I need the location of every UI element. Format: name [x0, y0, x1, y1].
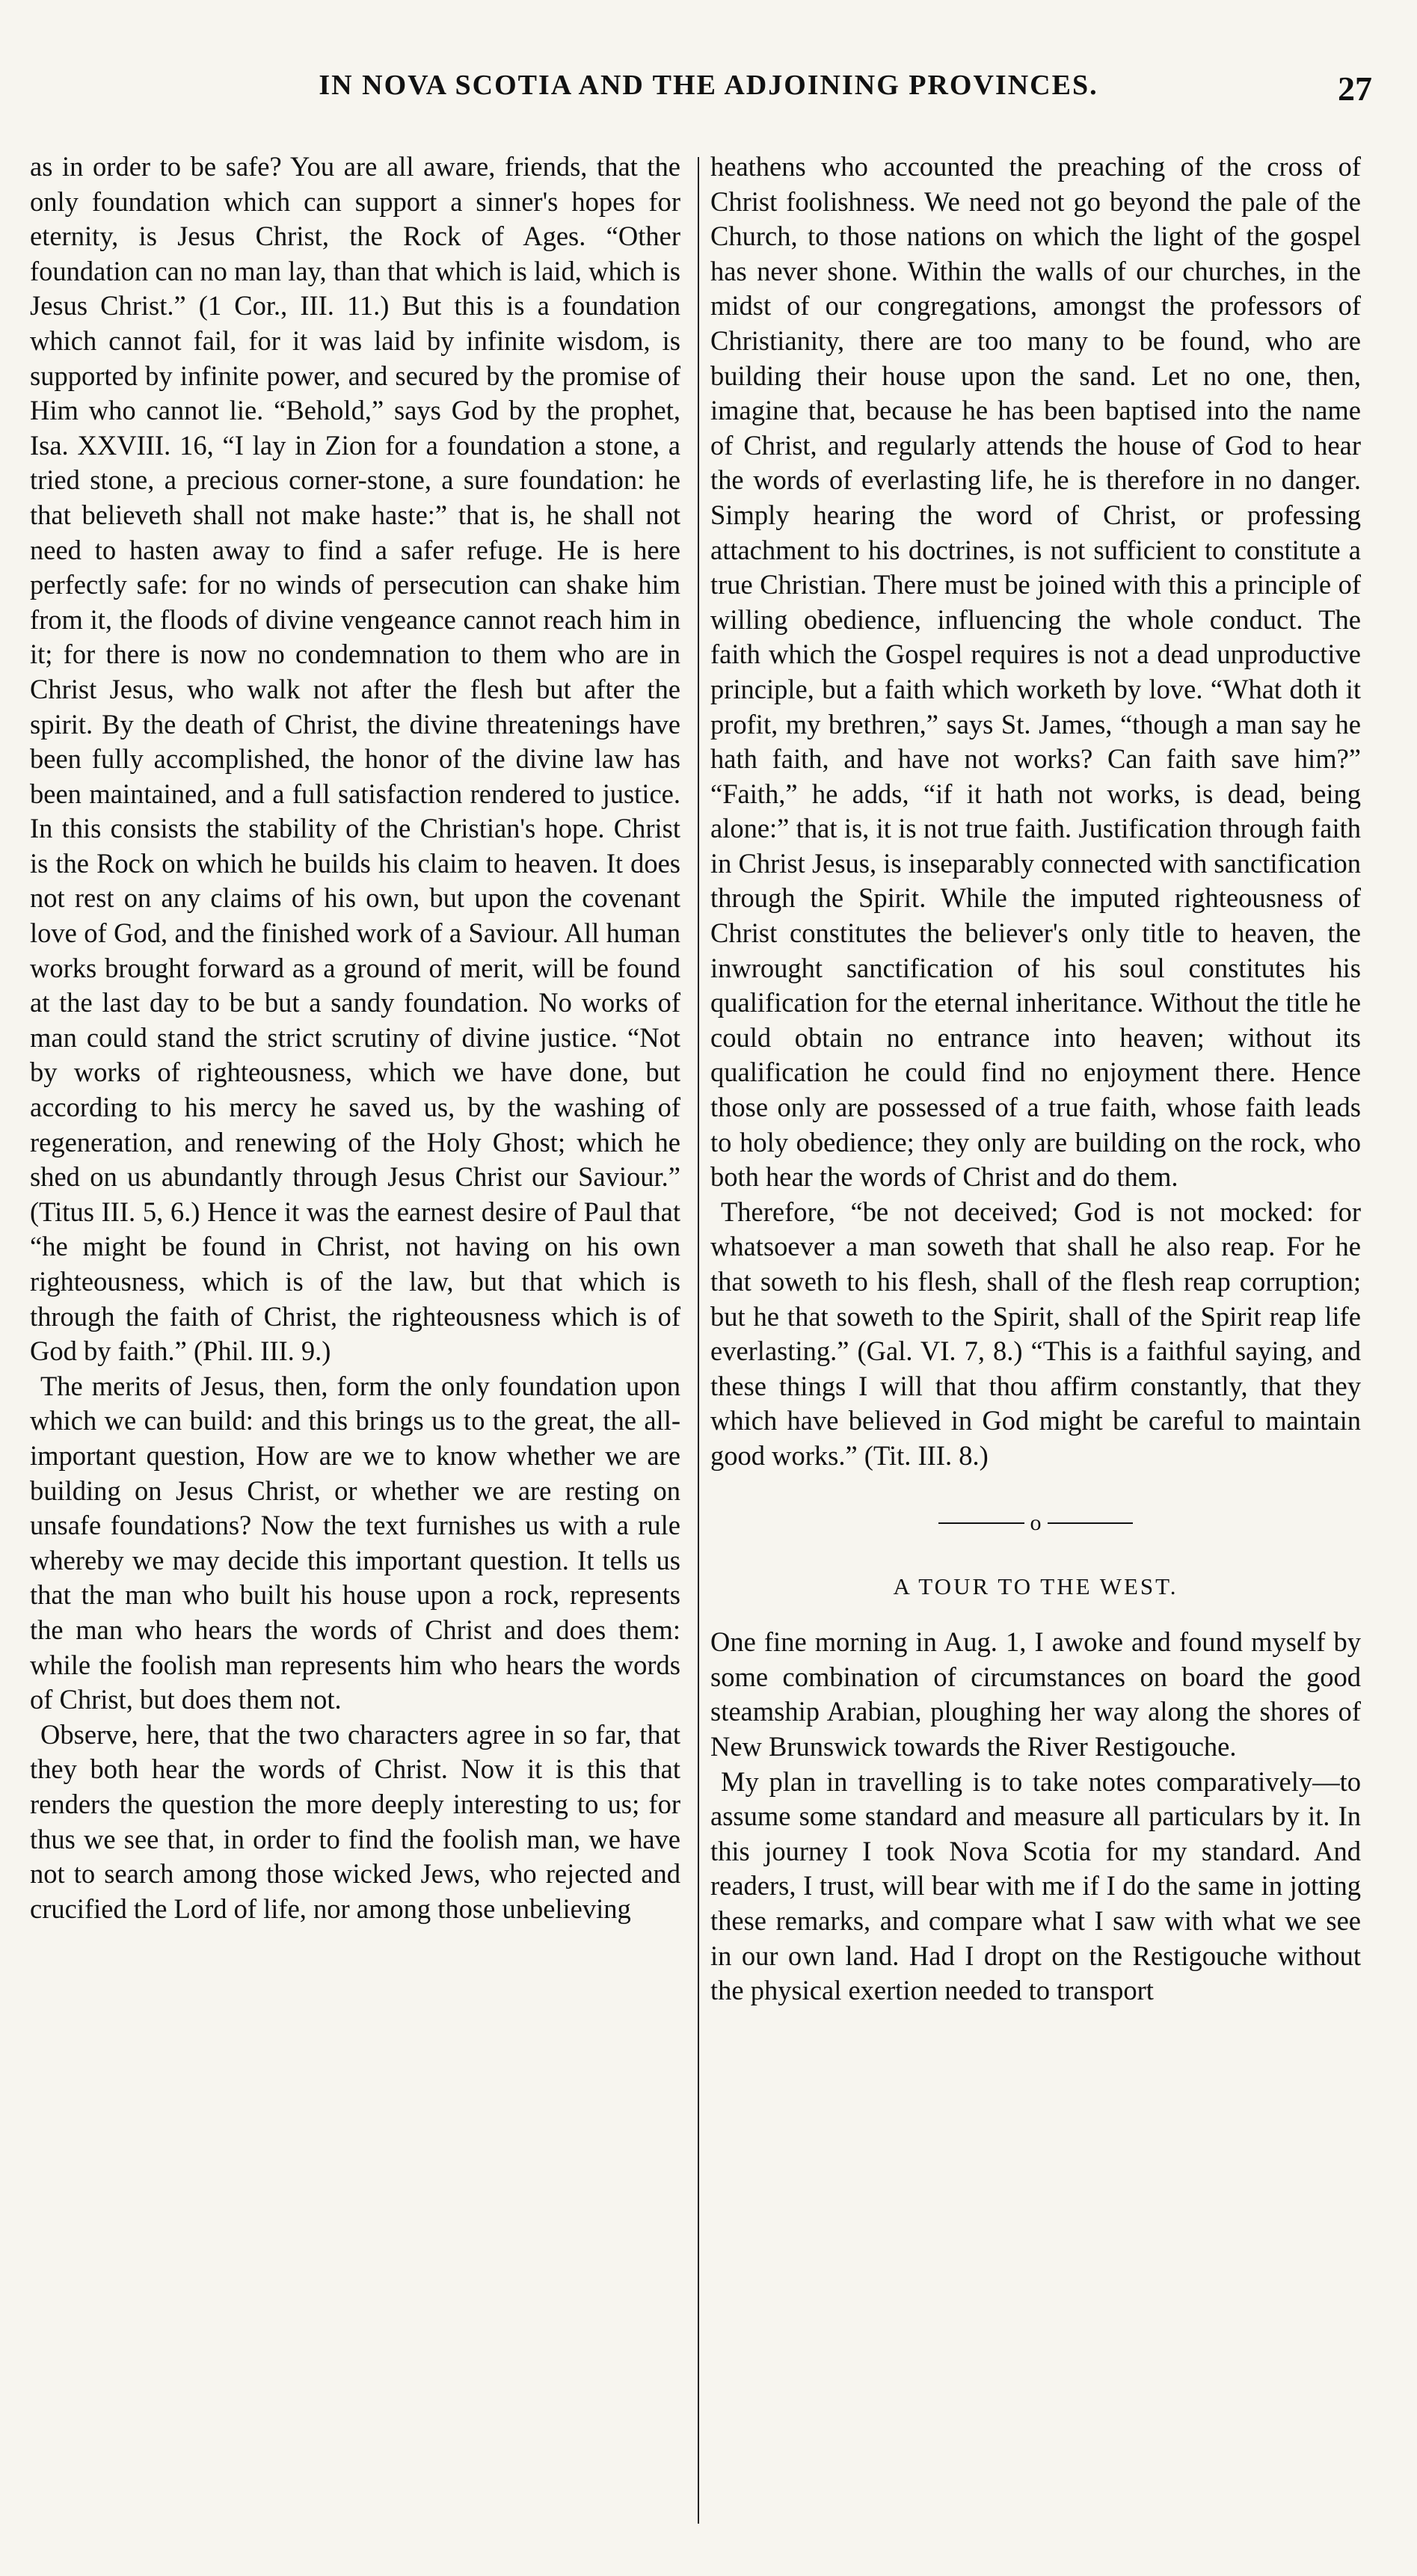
divider-line-left	[938, 1522, 1024, 1524]
right-paragraph-3: One fine morning in Aug. 1, I awoke and found myself by some combination of circumstances on board the good steamship Arabian, ploughing her way along the shores of New Brunswick towards the River Restigouche.	[710, 1626, 1361, 1762]
left-paragraph-3: Observe, here, that the two characters agree in so far, that they both hear the words of Christ. Now it is this that renders the question the more deeply interesting to us; for thus we see that, in order to find the foolish man, we have not to search among those wicked Jews, who rejected and crucified the Lord of life, nor among those unbelieving	[30, 1718, 680, 1924]
right-paragraph-4: My plan in travelling is to take notes comparatively—to assume some standard and measure all particulars by it. In this journey I took Nova Scotia for my standard. And readers, I trust, will bear with me if I do the same in jotting these remarks, and compare what I saw with what we see in our own land. Had I dropt on the Restigouche without the physical exertion needed to transport	[710, 1765, 1361, 2006]
left-paragraph-2: The merits of Jesus, then, form the only foundation upon which we can build: and this brings us to the great, the all-important question, How are we to know whether we are building on Jesus Christ, or whether we are resting on unsafe foundations? Now the text furnishes us with a rule whereby we may decide this important question. It tells us that the man who built his house upon a rock, represents the man who hears the words of Christ and does them: while the foolish man represents him who hears the words of Christ, but does them not.	[30, 1370, 680, 1715]
section-divider	[938, 1508, 1133, 1538]
left-paragraph-1: as in order to be safe? You are all aware, friends, that the only foundation which can support a sinner's hopes for eternity, is Jesus Christ, the Rock of Ages. “Other foundation can no man lay, than that which is laid, which is Jesus Christ.” (1 Cor., III. 11.) But this is a foundation which cannot fail, for it was laid by infinite wisdom, is supported by infinite power, and secured by the promise of Him who cannot lie. “Behold,” says God by the prophet, Isa. XXVIII. 16, “I lay in Zion for a foundation a stone, a tried stone, a precious corner-stone, a sure foundation: he that believeth shall not make haste:” that is, he shall not need to hasten away to find a safer refuge. He is here perfectly safe: for no winds of persecution can shake him from it, the floods of divine vengeance cannot reach him in it; for there is now no condemnation to them who are in Christ Jesus, who walk not after the flesh but after the spirit. By the death of Christ, the divine threatenings have been fully accomplished, the honor of the divine law has been maintained, and a full satisfaction rendered to justice. In this consists the stability of the Christian's hope. Christ is the Rock on which he builds his claim to heaven. It does not rest on any claims of his own, but upon the covenant love of God, and the finished work of a Saviour. All human works brought forward as a ground of merit, will be found at the last day to be but a sandy foundation. No works of man could stand the strict scrutiny of divine justice. “Not by works of righteousness, which we have done, but according to his mercy he saved us, by the washing of regeneration, and renewing of the Holy Ghost; which he shed on us abundantly through Jesus Christ our Saviour.” (Titus III. 5, 6.) Hence it was the earnest desire of Paul that “he might be found in Christ, not having on his own righteousness, which is of the law, but that which is through the faith of Christ, the righteousness which is of God by faith.” (Phil. III. 9.)	[30, 151, 680, 1367]
column-rule	[698, 157, 699, 2524]
page-number: 27	[1338, 70, 1372, 108]
divider-glyph: o	[1030, 1510, 1042, 1535]
running-head	[45, 69, 1372, 121]
left-column	[30, 150, 680, 2550]
two-column-body	[30, 150, 1398, 2550]
running-head-title: IN NOVA SCOTIA AND THE ADJOINING PROVINCES.	[319, 70, 1098, 101]
right-column	[710, 150, 1361, 2550]
divider-line-right	[1048, 1522, 1134, 1524]
right-paragraph-2: Therefore, “be not deceived; God is not mocked: for whatsoever a man soweth that shall he also reap. For he that soweth to his flesh, shall of the flesh reap corruption; but he that soweth to the Spirit, shall of the Spirit reap life everlasting.” (Gal. VI. 7, 8.) “This is a faithful saying, and these things I will that thou affirm constantly, that they which have believed in God might be careful to maintain good works.” (Tit. III. 8.)	[710, 1196, 1361, 1471]
right-paragraph-1: heathens who accounted the preaching of the cross of Christ foolishness. We need not go beyond the pale of the Church, to those nations on which the light of the gospel has never shone. Within the walls of our churches, in the midst of our congregations, amongst the professors of Christianity, there are too many to be found, who are building their house upon the sand. Let no one, then, imagine that, because he has been baptised into the name of Christ, and regularly attends the house of God to hear the words of everlasting life, he is therefore in no danger. Simply hearing the word of Christ, or professing attachment to his doctrines, is not sufficient to constitute a true Christian. There must be joined with this a principle of willing obedience, influencing the whole conduct. The faith which the Gospel requires is not a dead unproductive principle, but a faith which worketh by love. “What doth it profit, my brethren,” says St. James, “though a man say he hath faith, and have not works? Can faith save him?” “Faith,” he adds, “if it hath not works, is dead, being alone:” that is, it is not true faith. Justification through faith in Christ Jesus, is inseparably connected with sanctification through the Spirit. While the imputed righteousness of Christ constitutes the believer's only title to heaven, the inwrought sanctification of his soul constitutes his qualification for the eternal inheritance. Without the title he could obtain no entrance into heaven; without its qualification he could find no enjoyment there. Hence those only are possessed of a true faith, whose faith leads to holy obedience; they only are building on the rock, who both hear the words of Christ and do them.	[710, 151, 1361, 1193]
article-title: A TOUR TO THE WEST.	[893, 1573, 1178, 1599]
